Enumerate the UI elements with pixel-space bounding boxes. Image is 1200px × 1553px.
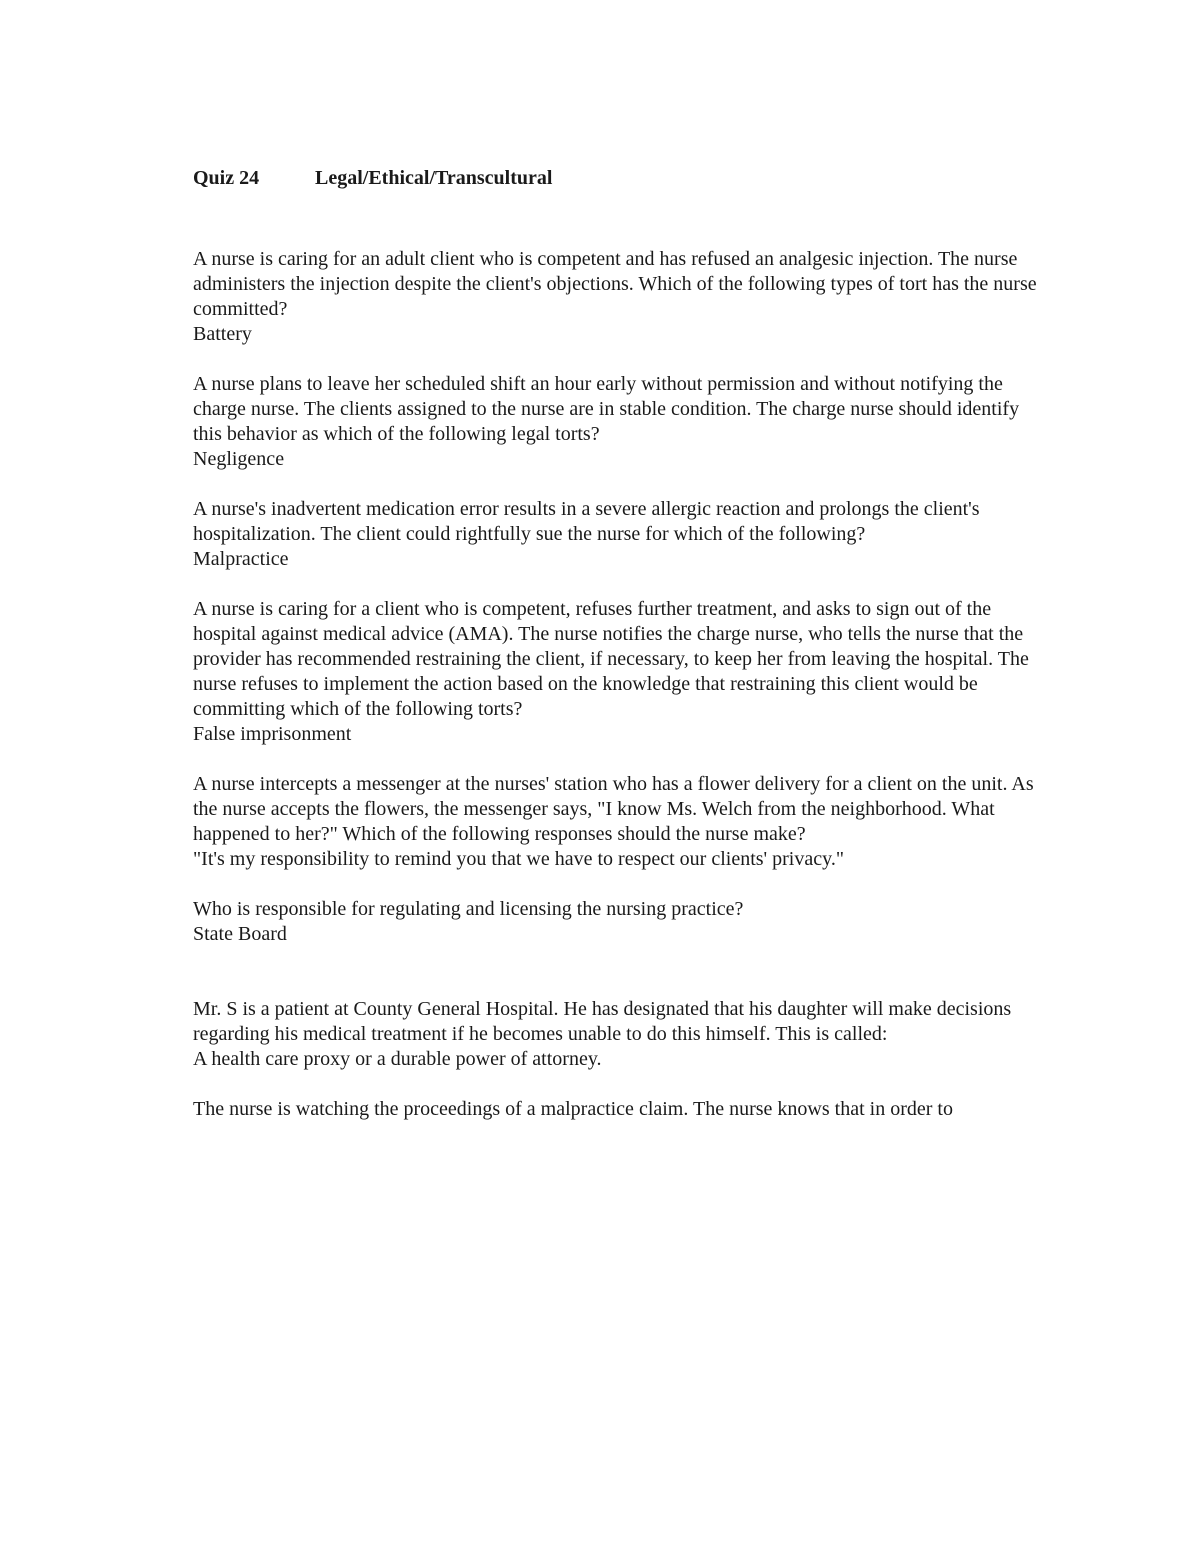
answer-text: "It's my responsibility to remind you that we have to respect our clients' privacy." (193, 848, 844, 870)
question-item-4 (193, 597, 1043, 747)
quiz-number: Quiz 24 (193, 167, 260, 189)
answer-text: A health care proxy or a durable power of attorney. (193, 1048, 602, 1070)
document-title (193, 164, 552, 192)
question-text: A nurse is caring for an adult client who is competent and has refused an analgesic injection. The nurse administers the injection despite the client's objections. Which of the following types of tort has the nurse committed? (193, 248, 1037, 320)
question-text: The nurse is watching the proceedings of a malpractice claim. The nurse knows that in order to (193, 1098, 953, 1120)
question-item-1 (193, 247, 1043, 347)
answer-text: Malpractice (193, 548, 289, 570)
question-text: A nurse plans to leave her scheduled shift an hour early without permission and without notifying the charge nurse. The clients assigned to the nurse are in stable condition. The charge nurse should identify this behavior as which of the following legal torts? (193, 373, 1020, 445)
question-item-6 (193, 897, 1043, 947)
answer-text: State Board (193, 923, 287, 945)
question-item-5 (193, 772, 1043, 872)
question-item-7 (193, 997, 1043, 1072)
question-text: Who is responsible for regulating and licensing the nursing practice? (193, 898, 744, 920)
quiz-topic: Legal/Ethical/Transcultural (315, 167, 553, 189)
question-text: A nurse's inadvertent medication error results in a severe allergic reaction and prolongs the client's hospitalization. The client could rightfully sue the nurse for which of the following? (193, 498, 980, 545)
question-list (193, 247, 1043, 1147)
answer-text: Negligence (193, 448, 285, 470)
question-item-2 (193, 372, 1043, 472)
question-text: Mr. S is a patient at County General Hospital. He has designated that his daughter will make decisions regarding his medical treatment if he becomes unable to do this himself. This is called: (193, 998, 1012, 1045)
question-text: A nurse intercepts a messenger at the nurses' station who has a flower delivery for a client on the unit. As the nurse accepts the flowers, the messenger says, "I know Ms. Welch from the neighborhood. What happened to her?" Which of the following responses should the nurse make? (193, 773, 1034, 845)
question-item-3 (193, 497, 1043, 572)
answer-text: False imprisonment (193, 723, 352, 745)
question-text: A nurse is caring for a client who is competent, refuses further treatment, and asks to sign out of the hospital against medical advice (AMA). The nurse notifies the charge nurse, who tells the nurse that the provider has recommended restraining the client, if necessary, to keep her from leaving the hospital. The nurse refuses to implement the action based on the knowledge that restraining this client would be committing which of the following torts? (193, 598, 1029, 720)
question-item-8 (193, 1097, 1043, 1122)
answer-text: Battery (193, 323, 252, 345)
